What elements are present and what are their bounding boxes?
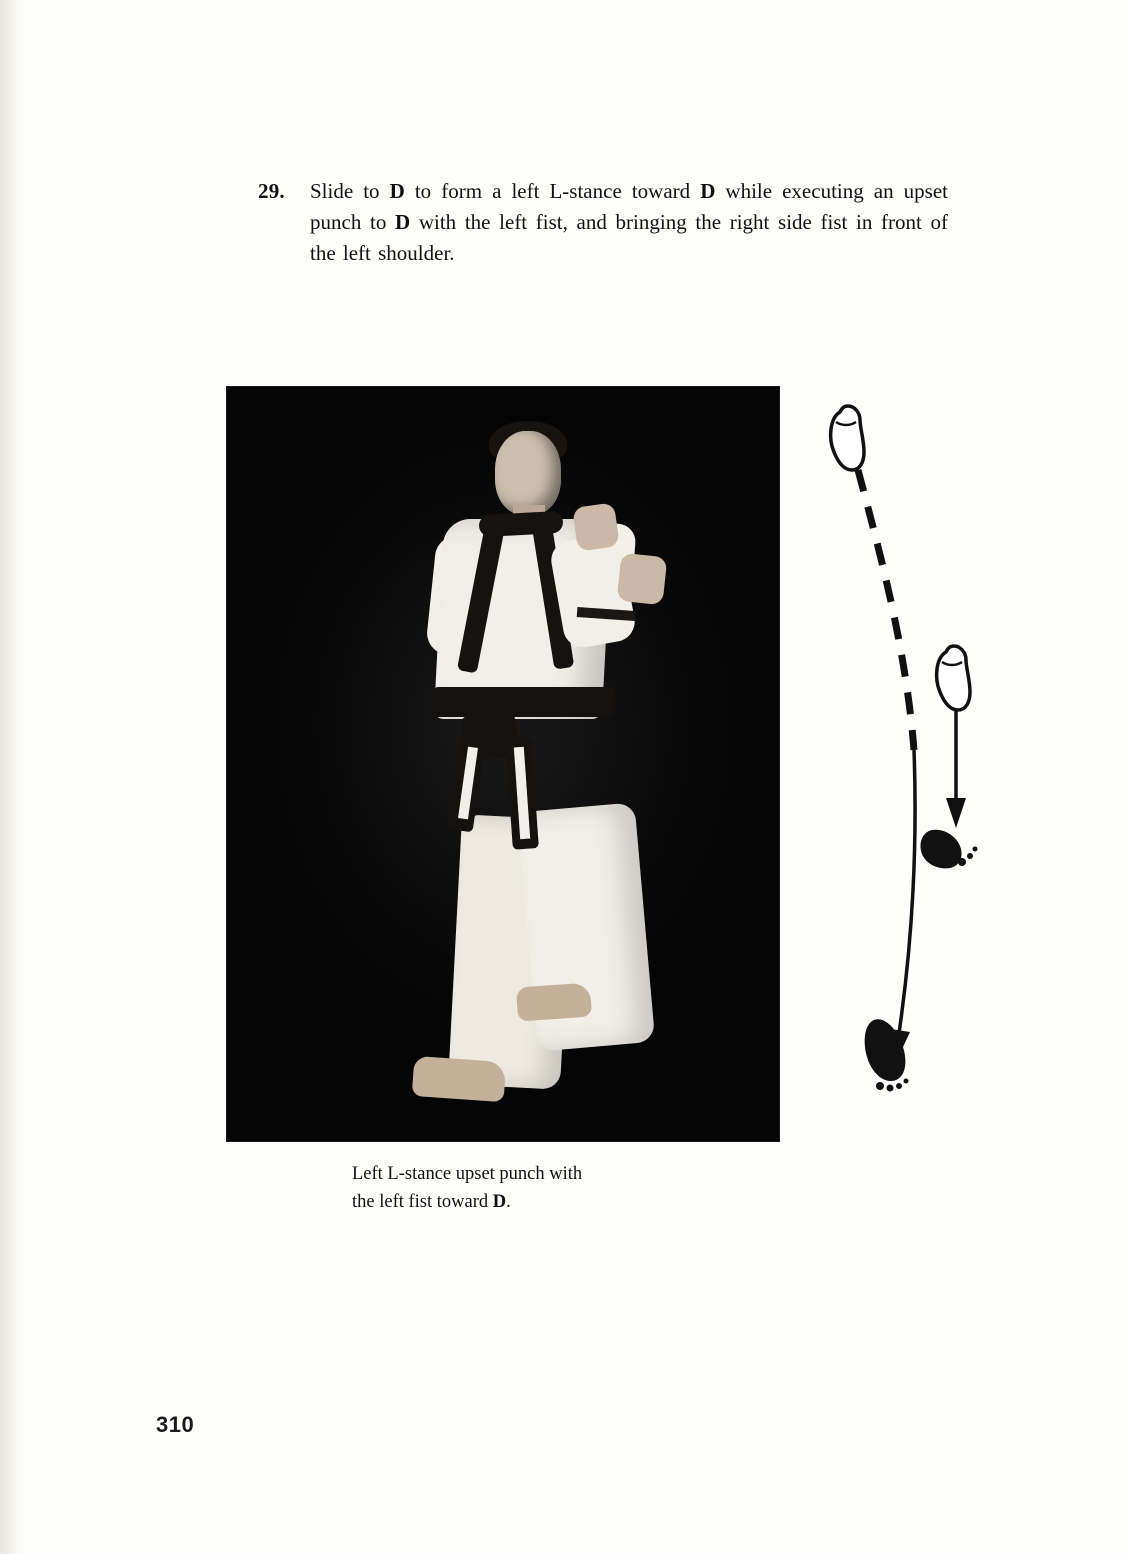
footwork-diagram	[810, 400, 1040, 1100]
outline-foot-top	[831, 406, 864, 470]
figure-head	[495, 431, 561, 515]
figure-front-foot	[516, 982, 592, 1021]
instruction-block	[258, 176, 948, 269]
filled-foot-middle	[920, 830, 977, 869]
arrow-short-down	[946, 798, 966, 828]
caption-line-1: Left L-stance upset punch with	[352, 1164, 583, 1184]
instruction-text-part-2: to form a left L-stance toward	[404, 179, 701, 203]
instruction-text-part-3: while executing an upset punch to	[310, 179, 948, 234]
figure-left-fist	[572, 502, 620, 551]
figure-back-foot	[412, 1056, 507, 1102]
footwork-diagram-svg	[810, 400, 1040, 1100]
instruction-text-part-1: Slide to	[310, 179, 390, 203]
outline-foot-middle-right	[937, 646, 970, 710]
instruction-direction-2: D	[700, 179, 716, 203]
caption-line-2-post: .	[506, 1192, 511, 1212]
figure-belt	[432, 687, 614, 717]
figure-right-fist	[617, 553, 668, 606]
page-number: 310	[156, 1412, 195, 1437]
instruction-direction-3: D	[395, 210, 411, 234]
solid-path	[898, 750, 915, 1040]
scan-edge-shadow	[0, 0, 26, 1554]
caption-direction: D	[492, 1192, 507, 1212]
dashed-path	[858, 470, 914, 750]
instruction-number: 29.	[258, 179, 285, 203]
technique-photograph	[226, 386, 780, 1142]
photo-caption	[352, 1160, 712, 1216]
instruction-direction-1: D	[389, 179, 405, 203]
caption-line-2-pre: the left fist toward	[352, 1192, 493, 1212]
figure-collar	[478, 511, 563, 537]
instruction-text	[310, 176, 948, 269]
instruction-text-part-4: with the left fist, and bringing the right side fist in front of the left shoulder.	[310, 210, 949, 265]
filled-foot-bottom	[865, 1019, 909, 1091]
